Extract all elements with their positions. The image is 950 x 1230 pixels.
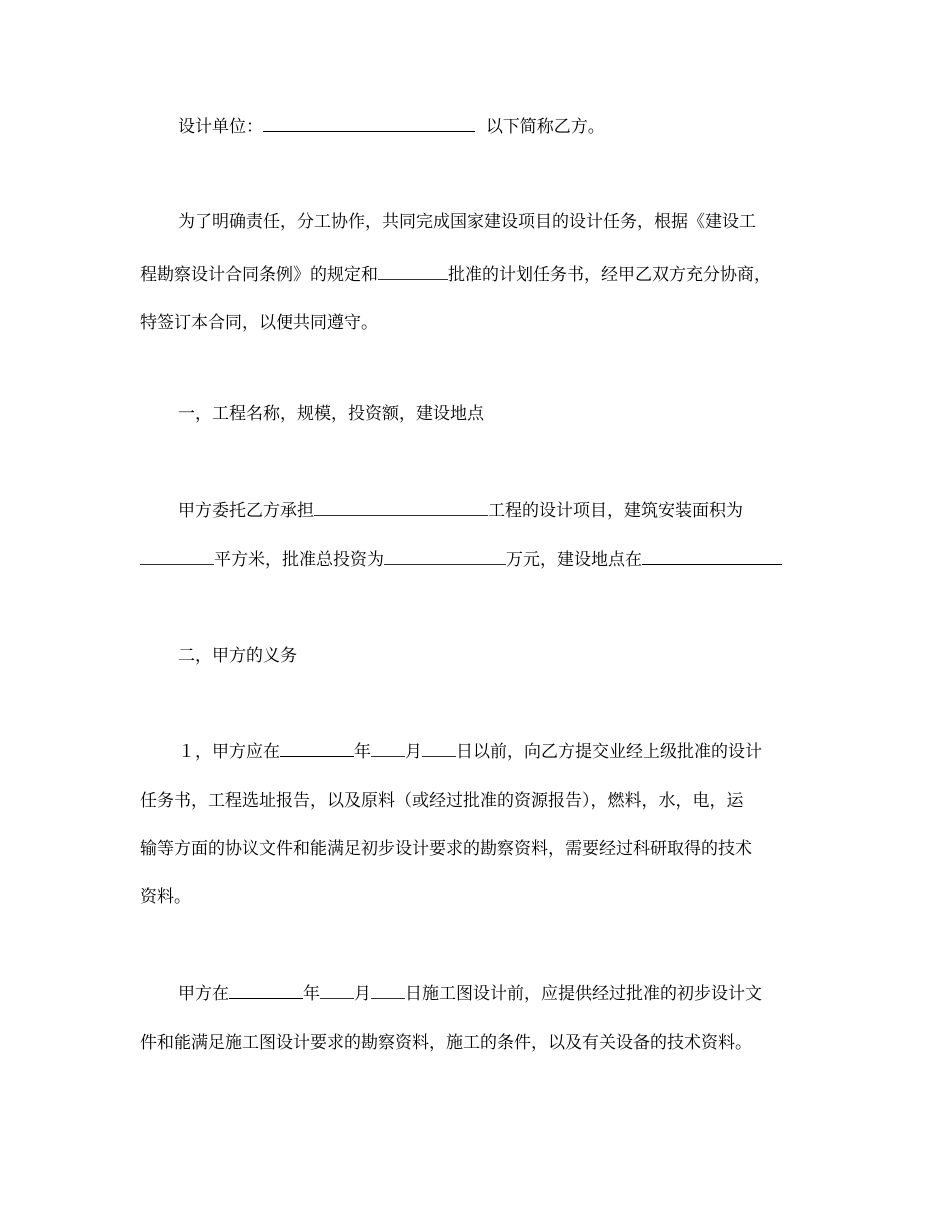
para-2-line-2	[140, 1032, 820, 1054]
intro-line-2	[140, 264, 820, 286]
item-1-line-4	[140, 886, 820, 908]
para-2-text-1b: 日施工图设计前，应提供经过批准的初步设计文	[405, 984, 762, 1004]
section-2-heading-text: 二，甲方的义务	[178, 646, 297, 666]
item-1-line-3	[140, 838, 820, 860]
item-1-text-1b: 日以前，向乙方提交业经上级批准的设计	[456, 742, 762, 762]
intro-text-1: 为了明确责任，分工协作，共同完成国家建设项目的设计任务，根据《建设工	[178, 212, 756, 232]
para-2-year-label: 年	[303, 984, 320, 1004]
section-1-line-2	[140, 549, 820, 571]
project-name-blank[interactable]	[314, 500, 488, 516]
design-unit-blank[interactable]	[263, 116, 475, 132]
design-unit-label: 设计单位：	[178, 117, 263, 137]
section-1-text-1b: 工程的设计项目，建筑安装面积为	[488, 501, 743, 521]
section-1-heading-text: 一，工程名称，规模，投资额，建设地点	[178, 404, 484, 424]
para-2-line-1	[178, 983, 858, 1005]
item-1-month-blank[interactable]	[371, 741, 405, 757]
section-1-text-2b: 万元，建设地点在	[506, 550, 642, 570]
design-unit-suffix: 以下简称乙方。	[485, 117, 605, 137]
approval-authority-blank[interactable]	[378, 264, 448, 280]
intro-text-3: 特签订本合同，以便共同遵守。	[140, 313, 378, 333]
intro-line-1	[178, 211, 858, 233]
area-blank[interactable]	[140, 549, 214, 565]
item-1-text-4: 资料。	[140, 887, 191, 907]
item-1-day-blank[interactable]	[422, 741, 456, 757]
item-1-line-2	[140, 790, 820, 812]
location-blank[interactable]	[642, 549, 782, 565]
item-1-text-3: 输等方面的协议文件和能满足初步设计要求的勘察资料，需要经过科研取得的技术	[140, 839, 752, 859]
item-1-text-2: 任务书，工程选址报告，以及原料（或经过批准的资源报告），燃料，水，电，运	[140, 791, 744, 811]
intro-text-2b: 批准的计划任务书，经甲乙双方充分协商，	[448, 265, 771, 285]
design-unit-line	[178, 116, 858, 138]
para-2-month-label: 月	[354, 984, 371, 1004]
section-1-text-2a: 平方米，批准总投资为	[214, 550, 384, 570]
para-2-day-blank[interactable]	[371, 983, 405, 999]
item-1-text-1a: １，甲方应在	[178, 742, 280, 762]
intro-line-3	[140, 312, 820, 334]
section-2-heading	[178, 645, 858, 667]
para-2-month-blank[interactable]	[320, 983, 354, 999]
para-2-year-blank[interactable]	[229, 983, 303, 999]
item-1-month-label: 月	[405, 742, 422, 762]
item-1-year-label: 年	[354, 742, 371, 762]
para-2-text-2: 件和能满足施工图设计要求的勘察资料，施工的条件，以及有关设备的技术资料。	[140, 1033, 752, 1053]
investment-blank[interactable]	[384, 549, 506, 565]
section-1-text-1a: 甲方委托乙方承担	[178, 501, 314, 521]
section-1-heading	[178, 403, 858, 425]
item-1-line-1	[178, 741, 858, 763]
section-1-line-1	[178, 500, 858, 522]
intro-text-2a: 程勘察设计合同条例》的规定和	[140, 265, 378, 285]
para-2-text-1a: 甲方在	[178, 984, 229, 1004]
item-1-year-blank[interactable]	[280, 741, 354, 757]
